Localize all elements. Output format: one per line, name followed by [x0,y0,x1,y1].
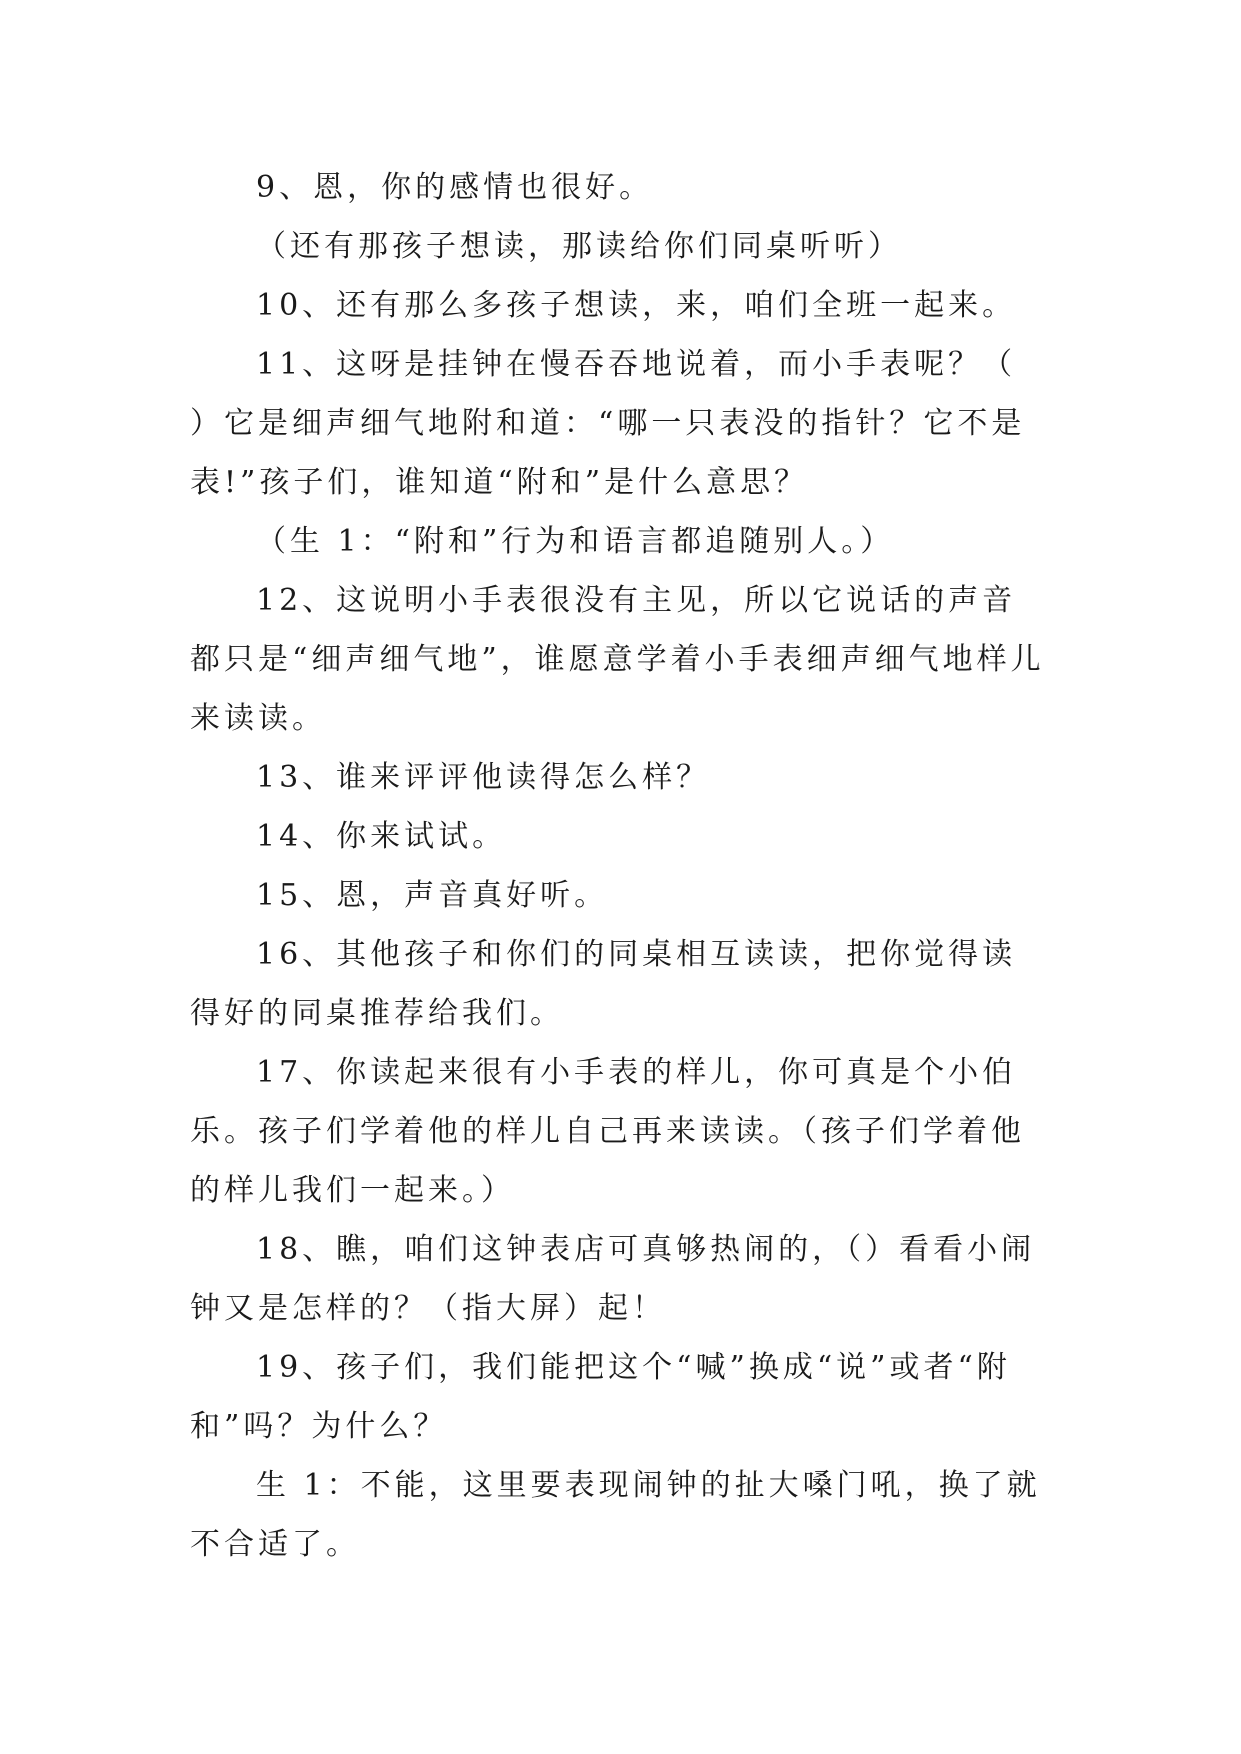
paragraph-15: 15、恩，声音真好听。 [256,878,609,913]
paragraph-11: 11、这呀是挂钟在慢吞吞地说着，而小手表呢？（ ）它是细声细气地附和道：“哪一只表没的指针？它不是表!”孩子们，谁知道“附和”是什么意思？ [190,347,1085,500]
paragraph-9: 9、恩，你的感情也很好。 [256,170,654,205]
paragraph-18: 18、瞧，咱们这钟表店可真够热闹的，（）看看小闹钟又是怎样的？（指大屏）起！ [190,1232,1036,1326]
paragraph-14: 14、你来试试。 [256,819,507,854]
paragraph-16: 16、其他孩子和你们的同桌相互读读，把你觉得读得好的同桌推荐给我们。 [190,937,1017,1031]
paragraph-10: 10、还有那么多孩子想读，来，咱们全班一起来。 [256,288,1017,323]
paragraph-19: 19、孩子们，我们能把这个“喊”换成“说”或者“附和”吗？为什么？ [190,1350,1011,1444]
paragraph-student-answer-1: （生 1：“附和”行为和语言都追随别人。） [256,524,895,559]
paragraph-student-answer-2: 生 1：不能，这里要表现闹钟的扯大嗓门吼，换了就不合适了。 [190,1468,1041,1562]
document-body [190,158,1085,1574]
paragraph-note-classmates: （还有那孩子想读，那读给你们同桌听听） [256,229,902,264]
paragraph-13: 13、谁来评评他读得怎么样？ [256,760,711,795]
paragraph-17: 17、你读起来很有小手表的样儿，你可真是个小伯乐。孩子们学着他的样儿自己再来读读。（孩子们学着他的样儿我们一起来。） [190,1055,1025,1208]
paragraph-12: 12、这说明小手表很没有主见，所以它说话的声音都只是“细声细气地”，谁愿意学着小手表细声细气地样儿来读读。 [190,583,1045,736]
